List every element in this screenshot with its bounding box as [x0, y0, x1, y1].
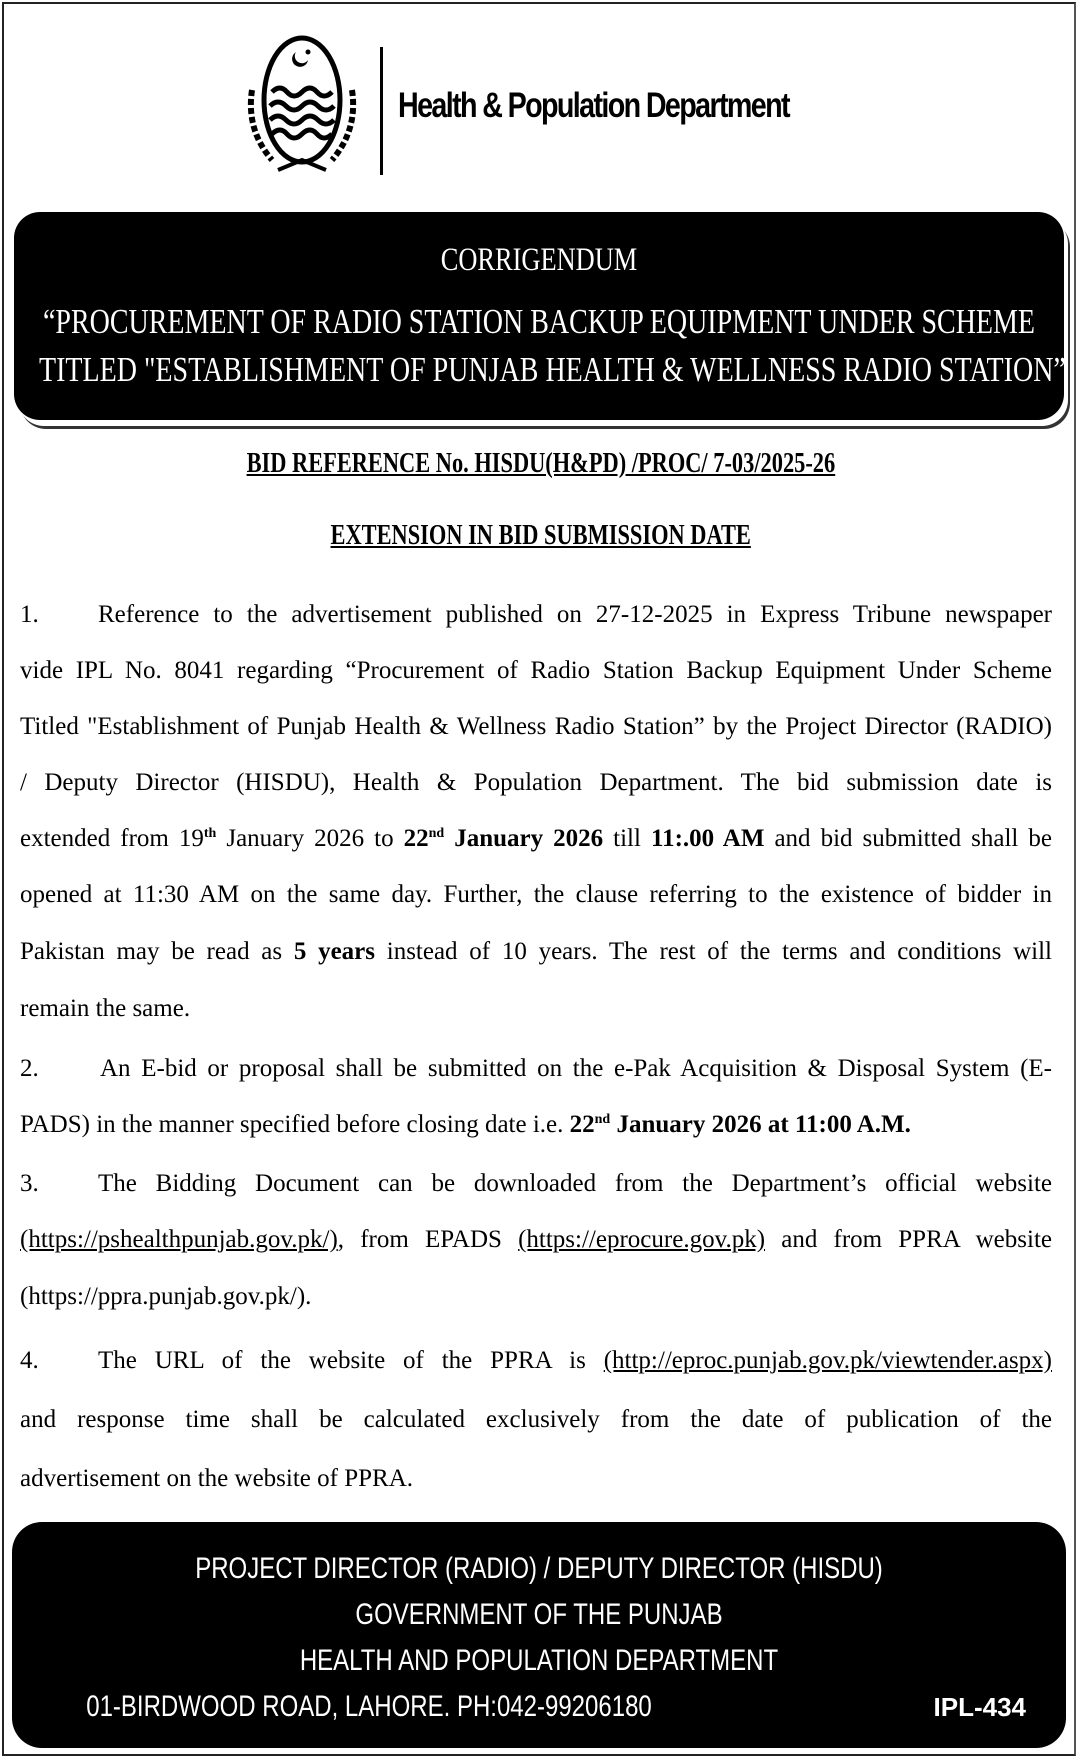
paragraph-line [20, 1464, 1052, 1494]
text-segment: 22 [403, 825, 429, 852]
text-segment: PADS) in the manner specified before closing date i.e. [20, 1111, 570, 1138]
text-segment: , from EPADS [337, 1226, 519, 1253]
text-segment: 5 years [293, 938, 376, 965]
paragraph-line [20, 1405, 1052, 1435]
paragraph-number: 3. [20, 1170, 39, 1197]
url-link[interactable]: (https://eprocure.gov.pk) [518, 1226, 766, 1253]
paragraph-number: 4. [20, 1347, 39, 1374]
text-segment: An E-bid or proposal shall be submitted on the e-Pak Acquisition & Disposal System (E- [100, 1055, 1052, 1082]
paragraph-number: 2. [20, 1055, 39, 1082]
title-line-1: “PROCUREMENT OF RADIO STATION BACKUP EQUIPMENT UNDER SCHEME [42, 302, 1036, 341]
text-segment: The Bidding Document can be downloaded from the Department’s official website [98, 1170, 1052, 1197]
paragraph-line [98, 600, 1052, 630]
text-segment: (https://ppra.punjab.gov.pk/). [20, 1283, 312, 1310]
text-segment: Reference to the advertisement published on 27-12-2025 in Express Tribune newspaper [98, 601, 1052, 628]
text-segment: remain the same. [20, 995, 191, 1022]
paragraph-line [98, 1346, 1052, 1376]
text-segment: January 2026 [444, 825, 604, 852]
text-segment: January 2026 to [216, 825, 404, 852]
subject-heading [0, 520, 1081, 552]
text-segment: till [603, 825, 651, 852]
header-divider [380, 47, 383, 175]
paragraph-line [20, 1282, 1052, 1312]
ipl-number: IPL-434 [933, 1692, 1026, 1722]
text-segment: Pakistan may be read as [20, 938, 294, 965]
paragraph-line [98, 1169, 1052, 1199]
paragraph-line [20, 824, 1052, 854]
footer-line-3: HEALTH AND POPULATION DEPARTMENT [299, 1644, 779, 1677]
footer-address: 01-BIRDWOOD ROAD, LAHORE. PH:042-99206180 [86, 1690, 652, 1723]
url-link[interactable]: (https://pshealthpunjab.gov.pk/) [20, 1226, 338, 1253]
text-segment: vide IPL No. 8041 regarding “Procurement of Radio Station Backup Equipment Under Scheme [20, 657, 1052, 684]
footer-line-2: GOVERNMENT OF THE PUNJAB [355, 1598, 723, 1631]
paragraph-number: 1. [20, 601, 39, 628]
text-segment: and response time shall be calculated exclusively from the date of publication of the [20, 1406, 1052, 1433]
text-segment: th [203, 826, 217, 841]
bid-reference-text: BID REFERENCE No. HISDU(H&PD) /PROC/ 7-03/2025-26 [246, 448, 835, 479]
paragraph-line [20, 768, 1052, 798]
text-segment: nd [594, 1112, 611, 1127]
text-segment: nd [428, 826, 445, 841]
text-segment: extended from 19 [20, 825, 204, 852]
bid-reference [0, 448, 1081, 480]
text-segment: instead of 10 years. The rest of the terms and conditions will [375, 938, 1052, 965]
paragraph-line [20, 994, 1052, 1024]
text-segment: advertisement on the website of PPRA. [20, 1465, 413, 1492]
subject-text: EXTENSION IN BID SUBMISSION DATE [330, 520, 751, 551]
department-name: Health & Population Department [398, 86, 789, 125]
text-segment: 11:.00 AM [650, 825, 765, 852]
url-link[interactable]: (http://eproc.punjab.gov.pk/viewtender.aspx) [603, 1347, 1052, 1374]
paragraph-line [20, 1110, 1052, 1140]
text-segment: The URL of the website of the PPRA is [98, 1347, 604, 1374]
paragraph-line [20, 656, 1052, 686]
paragraph-line [20, 880, 1052, 910]
text-segment: Titled "Establishment of Punjab Health & Wellness Radio Station” by the Project Director (RADIO) [20, 713, 1052, 740]
text-segment: opened at 11:30 AM on the same day. Further, the clause referring to the existence of bidder in [20, 881, 1052, 908]
text-segment: January 2026 at 11:00 A.M. [610, 1111, 911, 1138]
paragraph-line [20, 937, 1052, 967]
paragraph-line [100, 1054, 1052, 1084]
corrigendum-heading: CORRIGENDUM [440, 242, 638, 278]
text-segment: and from PPRA website [765, 1226, 1052, 1253]
text-segment: / Deputy Director (HISDU), Health & Population Department. The bid submission date is [20, 769, 1052, 796]
text-segment: 22 [569, 1111, 595, 1138]
footer-line-1: PROJECT DIRECTOR (RADIO) / DEPUTY DIRECTOR (HISDU) [195, 1552, 883, 1585]
title-line-2: TITLED "ESTABLISHMENT OF PUNJAB HEALTH & WELLNESS RADIO STATION” [39, 350, 1066, 389]
punjab-emblem-logo [238, 30, 366, 180]
text-segment: and bid submitted shall be [764, 825, 1052, 852]
title-box [14, 212, 1064, 420]
paragraph-line [20, 712, 1052, 742]
footer-box [12, 1522, 1066, 1748]
paragraph-line [20, 1225, 1052, 1255]
